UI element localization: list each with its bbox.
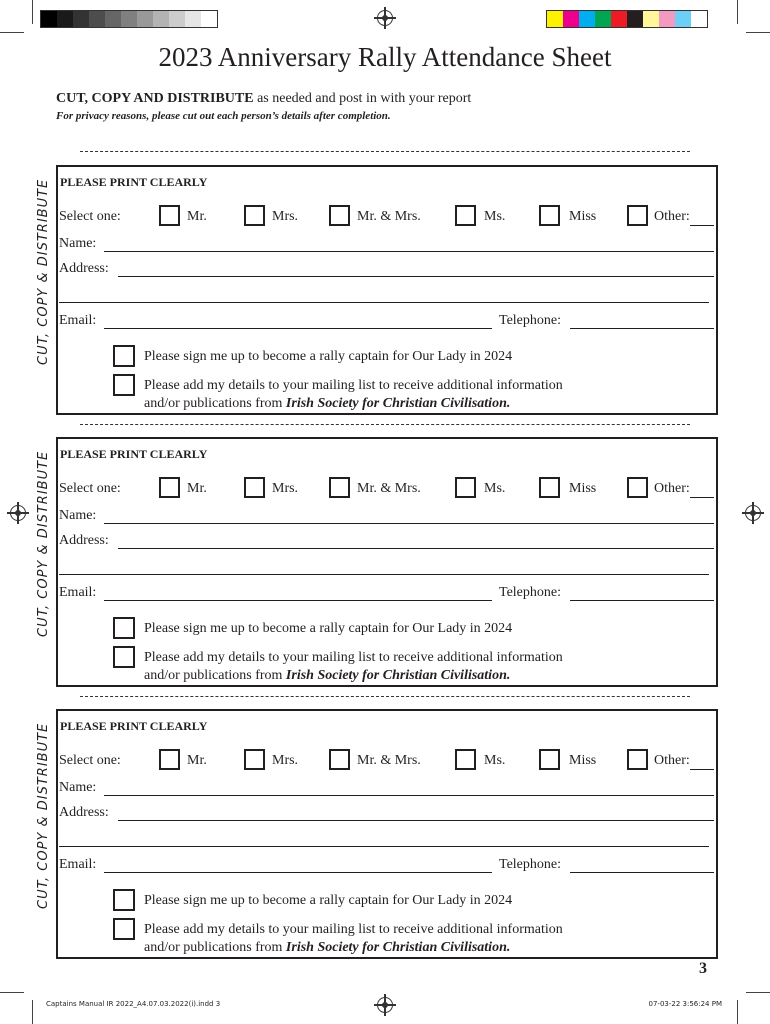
title-option-label: Ms. [484, 209, 506, 224]
rally-captain-checkbox[interactable] [113, 617, 135, 639]
mailing-list-prefix: and/or publications from [144, 396, 286, 411]
crop-mark [737, 1000, 738, 1024]
color-swatch [185, 11, 201, 27]
mailing-list-text: Please add my details to your mailing list to receive additional information [144, 378, 563, 393]
process-color-bar [546, 10, 708, 28]
title-option-label: Miss [569, 481, 597, 496]
color-swatch [643, 11, 659, 27]
title-option-label: Mr. [187, 209, 207, 224]
telephone-label: Telephone: [499, 585, 561, 600]
crop-mark [746, 992, 770, 993]
color-swatch [73, 11, 89, 27]
address-label: Address: [59, 805, 109, 820]
email-label: Email: [59, 313, 97, 328]
color-swatch [691, 11, 707, 27]
title-option-label: Other: [654, 209, 690, 224]
address-label: Address: [59, 533, 109, 548]
other-line[interactable] [690, 497, 714, 498]
form-heading: PLEASE PRINT CLEARLY [60, 175, 208, 189]
color-swatch [89, 11, 105, 27]
color-swatch [41, 11, 57, 27]
title-checkbox[interactable] [244, 205, 265, 226]
telephone-field[interactable] [570, 872, 714, 873]
color-swatch [105, 11, 121, 27]
address-field[interactable] [118, 548, 714, 549]
rally-captain-text: Please sign me up to become a rally captain for Our Lady in 2024 [144, 893, 513, 908]
registration-mark-icon [377, 997, 393, 1013]
mailing-list-text: Please add my details to your mailing list to receive additional information [144, 922, 563, 937]
crop-mark [0, 32, 24, 33]
color-swatch [563, 11, 579, 27]
side-label: CUT, COPY & DISTRIBUTE [36, 178, 51, 365]
email-label: Email: [59, 857, 97, 872]
name-label: Name: [59, 508, 97, 523]
select-one-label: Select one: [59, 753, 121, 768]
side-label: CUT, COPY & DISTRIBUTE [36, 450, 51, 637]
title-checkbox[interactable] [539, 205, 560, 226]
mailing-list-text-2 [144, 396, 510, 412]
name-field[interactable] [104, 523, 714, 524]
name-field[interactable] [104, 795, 714, 796]
crop-mark [32, 0, 33, 24]
mailing-list-checkbox[interactable] [113, 646, 135, 668]
organisation-name: Irish Society for Christian Civilisation. [285, 668, 511, 683]
mailing-list-checkbox[interactable] [113, 918, 135, 940]
title-checkbox[interactable] [627, 749, 648, 770]
title-checkbox[interactable] [244, 477, 265, 498]
title-option-label: Ms. [484, 753, 506, 768]
title-option-label: Mr. & Mrs. [357, 209, 421, 224]
title-checkbox[interactable] [329, 749, 350, 770]
name-field[interactable] [104, 251, 714, 252]
color-swatch [121, 11, 137, 27]
mailing-list-text-2 [144, 668, 510, 684]
form-heading: PLEASE PRINT CLEARLY [60, 447, 208, 461]
title-checkbox[interactable] [455, 477, 476, 498]
address-field-2[interactable] [59, 302, 709, 303]
page-number: 3 [699, 960, 707, 977]
title-option-label: Mrs. [272, 209, 299, 224]
color-swatch [169, 11, 185, 27]
color-swatch [675, 11, 691, 27]
registration-mark-icon [377, 10, 393, 26]
footer-timestamp: 07-03-22 3:56:24 PM [648, 1000, 722, 1008]
mailing-list-text: Please add my details to your mailing list to receive additional information [144, 650, 563, 665]
registration-mark-icon [745, 505, 761, 521]
title-option-label: Mr. [187, 481, 207, 496]
rally-captain-text: Please sign me up to become a rally captain for Our Lady in 2024 [144, 621, 513, 636]
other-line[interactable] [690, 769, 714, 770]
color-swatch [611, 11, 627, 27]
address-field[interactable] [118, 276, 714, 277]
color-swatch [153, 11, 169, 27]
cut-line [80, 696, 690, 697]
title-checkbox[interactable] [627, 477, 648, 498]
privacy-note: For privacy reasons, please cut out each person’s details after completion. [56, 110, 391, 122]
page-title: 2023 Anniversary Rally Attendance Sheet [158, 42, 612, 72]
side-label: CUT, COPY & DISTRIBUTE [36, 722, 51, 909]
crop-mark [0, 992, 24, 993]
crop-mark [32, 1000, 33, 1024]
title-option-label: Other: [654, 481, 690, 496]
title-checkbox[interactable] [159, 205, 180, 226]
cut-line [80, 424, 690, 425]
rally-captain-checkbox[interactable] [113, 345, 135, 367]
email-field[interactable] [104, 600, 492, 601]
title-option-label: Miss [569, 753, 597, 768]
color-swatch [579, 11, 595, 27]
color-swatch [201, 11, 217, 27]
rally-captain-text: Please sign me up to become a rally captain for Our Lady in 2024 [144, 349, 513, 364]
telephone-label: Telephone: [499, 313, 561, 328]
title-option-label: Mr. [187, 753, 207, 768]
title-checkbox[interactable] [539, 477, 560, 498]
address-field-2[interactable] [59, 846, 709, 847]
telephone-field[interactable] [570, 600, 714, 601]
name-label: Name: [59, 236, 97, 251]
mailing-list-prefix: and/or publications from [144, 940, 286, 955]
organisation-name: Irish Society for Christian Civilisation. [285, 940, 511, 955]
mailing-list-text-2 [144, 940, 510, 956]
title-option-label: Ms. [484, 481, 506, 496]
attendance-form [56, 709, 718, 959]
crop-mark [737, 0, 738, 24]
color-swatch [595, 11, 611, 27]
title-checkbox[interactable] [244, 749, 265, 770]
telephone-field[interactable] [570, 328, 714, 329]
title-checkbox[interactable] [627, 205, 648, 226]
title-option-label: Mrs. [272, 753, 299, 768]
color-swatch [137, 11, 153, 27]
cut-line [80, 151, 690, 152]
email-field[interactable] [104, 872, 492, 873]
other-line[interactable] [690, 225, 714, 226]
address-label: Address: [59, 261, 109, 276]
email-label: Email: [59, 585, 97, 600]
color-swatch [659, 11, 675, 27]
title-checkbox[interactable] [539, 749, 560, 770]
rally-captain-checkbox[interactable] [113, 889, 135, 911]
title-checkbox[interactable] [159, 749, 180, 770]
title-checkbox[interactable] [329, 205, 350, 226]
gray-color-bar [40, 10, 218, 28]
select-one-label: Select one: [59, 481, 121, 496]
footer-slug: Captains Manual IR 2022_A4.07.03.2022(i).indd 3 [46, 1000, 221, 1008]
title-checkbox[interactable] [159, 477, 180, 498]
address-field-2[interactable] [59, 574, 709, 575]
title-checkbox[interactable] [329, 477, 350, 498]
organisation-name: Irish Society for Christian Civilisation. [285, 396, 511, 411]
color-swatch [547, 11, 563, 27]
attendance-form [56, 165, 718, 415]
title-option-label: Miss [569, 209, 597, 224]
title-option-label: Mr. & Mrs. [357, 481, 421, 496]
title-option-label: Mrs. [272, 481, 299, 496]
address-field[interactable] [118, 820, 714, 821]
telephone-label: Telephone: [499, 857, 561, 872]
registration-mark-icon [10, 505, 26, 521]
color-swatch [57, 11, 73, 27]
mailing-list-prefix: and/or publications from [144, 668, 286, 683]
color-swatch [627, 11, 643, 27]
mailing-list-checkbox[interactable] [113, 374, 135, 396]
title-option-label: Other: [654, 753, 690, 768]
form-heading: PLEASE PRINT CLEARLY [60, 719, 208, 733]
name-label: Name: [59, 780, 97, 795]
email-field[interactable] [104, 328, 492, 329]
attendance-form [56, 437, 718, 687]
title-option-label: Mr. & Mrs. [357, 753, 421, 768]
title-checkbox[interactable] [455, 205, 476, 226]
title-checkbox[interactable] [455, 749, 476, 770]
select-one-label: Select one: [59, 209, 121, 224]
crop-mark [746, 32, 770, 33]
intro-text: CUT, COPY AND DISTRIBUTE as needed and post in with your report [56, 91, 472, 106]
